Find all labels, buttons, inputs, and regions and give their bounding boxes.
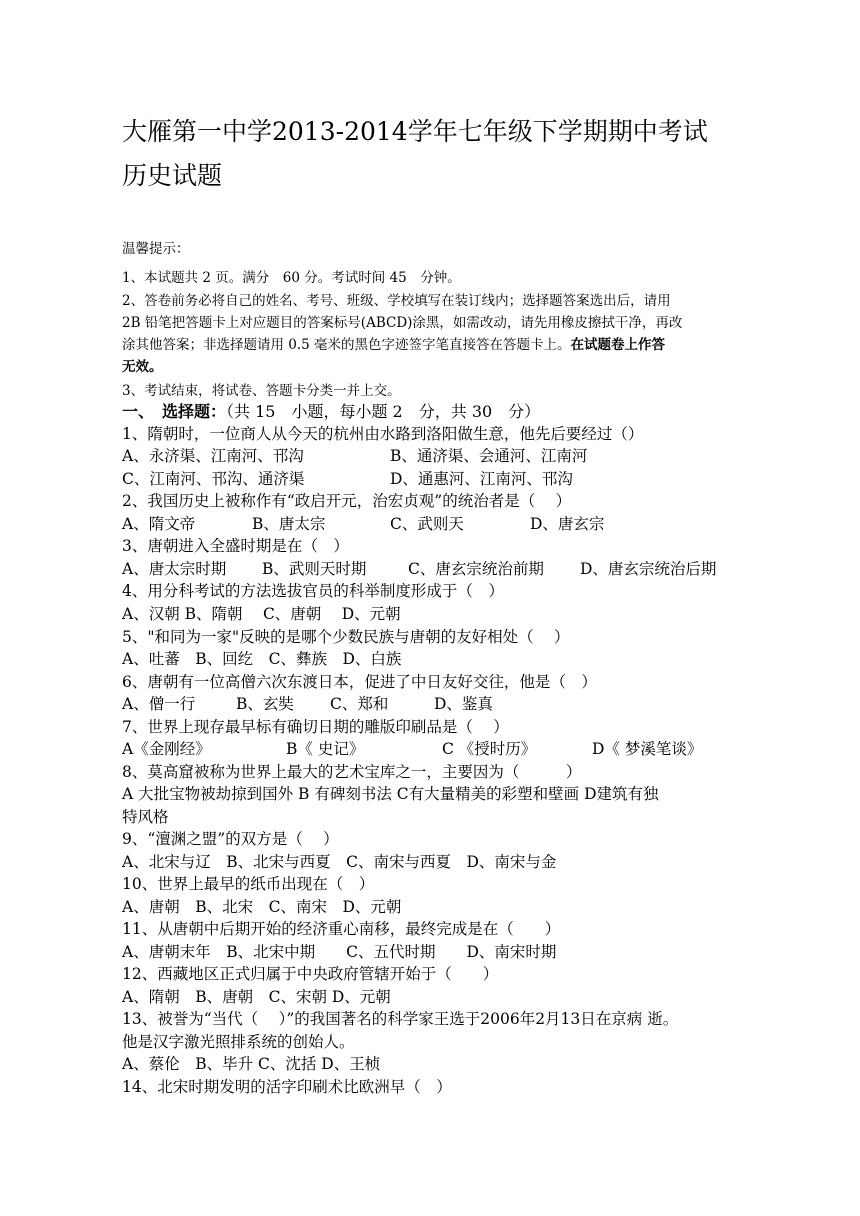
question-1-option-b: B、通济渠、会通河、江南河: [390, 447, 588, 465]
exam-subject: 历史试题: [122, 161, 223, 190]
question-9-options: A、北宋与辽 B、北宋与西夏 C、南宋与西夏 D、南宋与金: [122, 853, 557, 871]
question-10-options: A、唐朝 B、北宋 C、南宋 D、元朝: [122, 898, 402, 916]
question-2-option-b: B、唐太宗: [252, 515, 326, 533]
question-6-option-a: A、僧一行: [122, 695, 196, 713]
question-10-stem: 10、世界上最早的纸币出现在（ ）: [122, 875, 375, 893]
section-title: 一、 选择题：: [122, 402, 227, 421]
question-12-options: A、隋朝 B、唐朝 C、宋朝 D、元朝: [122, 988, 391, 1006]
question-9-stem: 9、“澶渊之盟”的双方是（ ）: [122, 830, 339, 848]
section-scoring: （共 15 小题，每小题 2 分，共 30 分）: [226, 402, 541, 421]
notice-warning: 在试题卷上作答: [570, 337, 666, 353]
question-3-option-b: B、武则天时期: [262, 560, 367, 578]
question-6-stem: 6、唐朝有一位高僧六次东渡日本，促进了中日友好交往，他是（ ）: [122, 673, 597, 691]
question-7-option-b: B《 史记》: [286, 740, 365, 758]
question-7-option-c: C 《授时历》: [442, 740, 537, 758]
question-12-stem: 12、西藏地区正式归属于中央政府管辖开始于（ ）: [122, 965, 499, 983]
section-heading: [122, 399, 540, 422]
question-3-option-d: D、唐玄宗统治后期: [580, 560, 717, 578]
notice-heading: 温馨提示：: [122, 241, 190, 257]
question-3-option-a: A、唐太宗时期: [122, 560, 227, 578]
question-7-option-d: D《 梦溪笔谈》: [592, 740, 703, 758]
question-8-options: A 大批宝物被劫掠到国外 B 有碑刻书法 C有大量精美的彩塑和壁画 D建筑有独: [122, 785, 659, 803]
question-4-options: A、汉朝 B、隋朝 C、唐朝 D、元朝: [122, 605, 401, 623]
question-7-option-a: A《金刚经》: [122, 740, 211, 758]
question-3-stem: 3、唐朝进入全盛时期是在（ ）: [122, 537, 349, 555]
question-14-stem: 14、北宋时期发明的活字印刷术比欧洲早（ ）: [122, 1078, 452, 1096]
question-1-option-c: C、江南河、邗沟、通济渠: [122, 470, 305, 488]
notice-item-2-line-2: 2B 铅笔把答题卡上对应题目的答案标号(ABCD)涂黑，如需改动，请先用橡皮擦拭干净，再改: [122, 315, 683, 331]
question-7-stem: 7、世界上现存最早标有确切日期的雕版印刷品是（ ）: [122, 718, 509, 736]
notice-item-2-line-1: 2、答卷前务必将自己的姓名、考号、班级、学校填写在装订线内；选择题答案选出后，请用: [122, 293, 671, 309]
question-8-options-cont: 特风格: [122, 808, 169, 826]
question-8-stem: 8、莫高窟被称为世界上最大的艺术宝库之一，主要因为（ ）: [122, 763, 582, 781]
exam-title: 大雁第一中学2013-2014学年七年级下学期期中考试: [122, 117, 708, 146]
notice-warning-end: 无效。: [122, 359, 163, 375]
question-1-option-d: D、通惠河、江南河、邗沟: [390, 470, 573, 488]
question-13-stem: 13、被誉为“当代（ ）”的我国著名的科学家王选于2006年2月13日在京病 逝。: [122, 1010, 679, 1028]
question-11-options: A、唐朝末年 B、北宋中期 C、五代时期 D、南宋时期: [122, 943, 557, 961]
notice-item-1: 1、本试题共 2 页。满分 60 分。考试时间 45 分钟。: [122, 270, 461, 286]
notice-item-2-text: 涂其他答案；非选择题请用 0.5 毫米的黑色字迹签字笔直接答在答题卡上。: [122, 337, 571, 353]
question-2-option-d: D、唐玄宗: [530, 515, 605, 533]
notice-item-3: 3、考试结束，将试卷、答题卡分类一并上交。: [122, 383, 401, 399]
question-1-option-a: A、永济渠、江南河、邗沟: [122, 447, 304, 465]
question-6-option-d: D、鉴真: [434, 695, 493, 713]
question-5-options: A、吐蕃 B、回纥 C、彝族 D、白族: [122, 650, 402, 668]
question-1-stem: 1、隋朝时，一位商人从今天的杭州由水路到洛阳做生意，他先后要经过（）: [122, 425, 644, 443]
question-13-options: A、蔡伦 B、毕升 C、沈括 D、王桢: [122, 1055, 381, 1073]
notice-item-2-line-3: [122, 333, 665, 353]
question-6-option-c: C、郑和: [330, 695, 389, 713]
question-5-stem: 5、"和同为一家"反映的是哪个少数民族与唐朝的友好相处（ ）: [122, 628, 570, 646]
question-2-option-a: A、隋文帝: [122, 515, 196, 533]
question-2-stem: 2、我国历史上被称作有“政启开元，治宏贞观”的统治者是（ ）: [122, 492, 572, 510]
question-13-stem-cont: 他是汉字激光照排系统的创始人。: [122, 1033, 355, 1051]
question-4-stem: 4、用分科考试的方法选拔官员的科举制度形成于（ ）: [122, 582, 504, 600]
question-6-option-b: B、玄奘: [236, 695, 294, 713]
question-2-option-c: C、武则天: [390, 515, 464, 533]
question-11-stem: 11、从唐朝中后期开始的经济重心南移，最终完成是在（ ）: [122, 920, 561, 938]
question-3-option-c: C、唐玄宗统治前期: [408, 560, 544, 578]
